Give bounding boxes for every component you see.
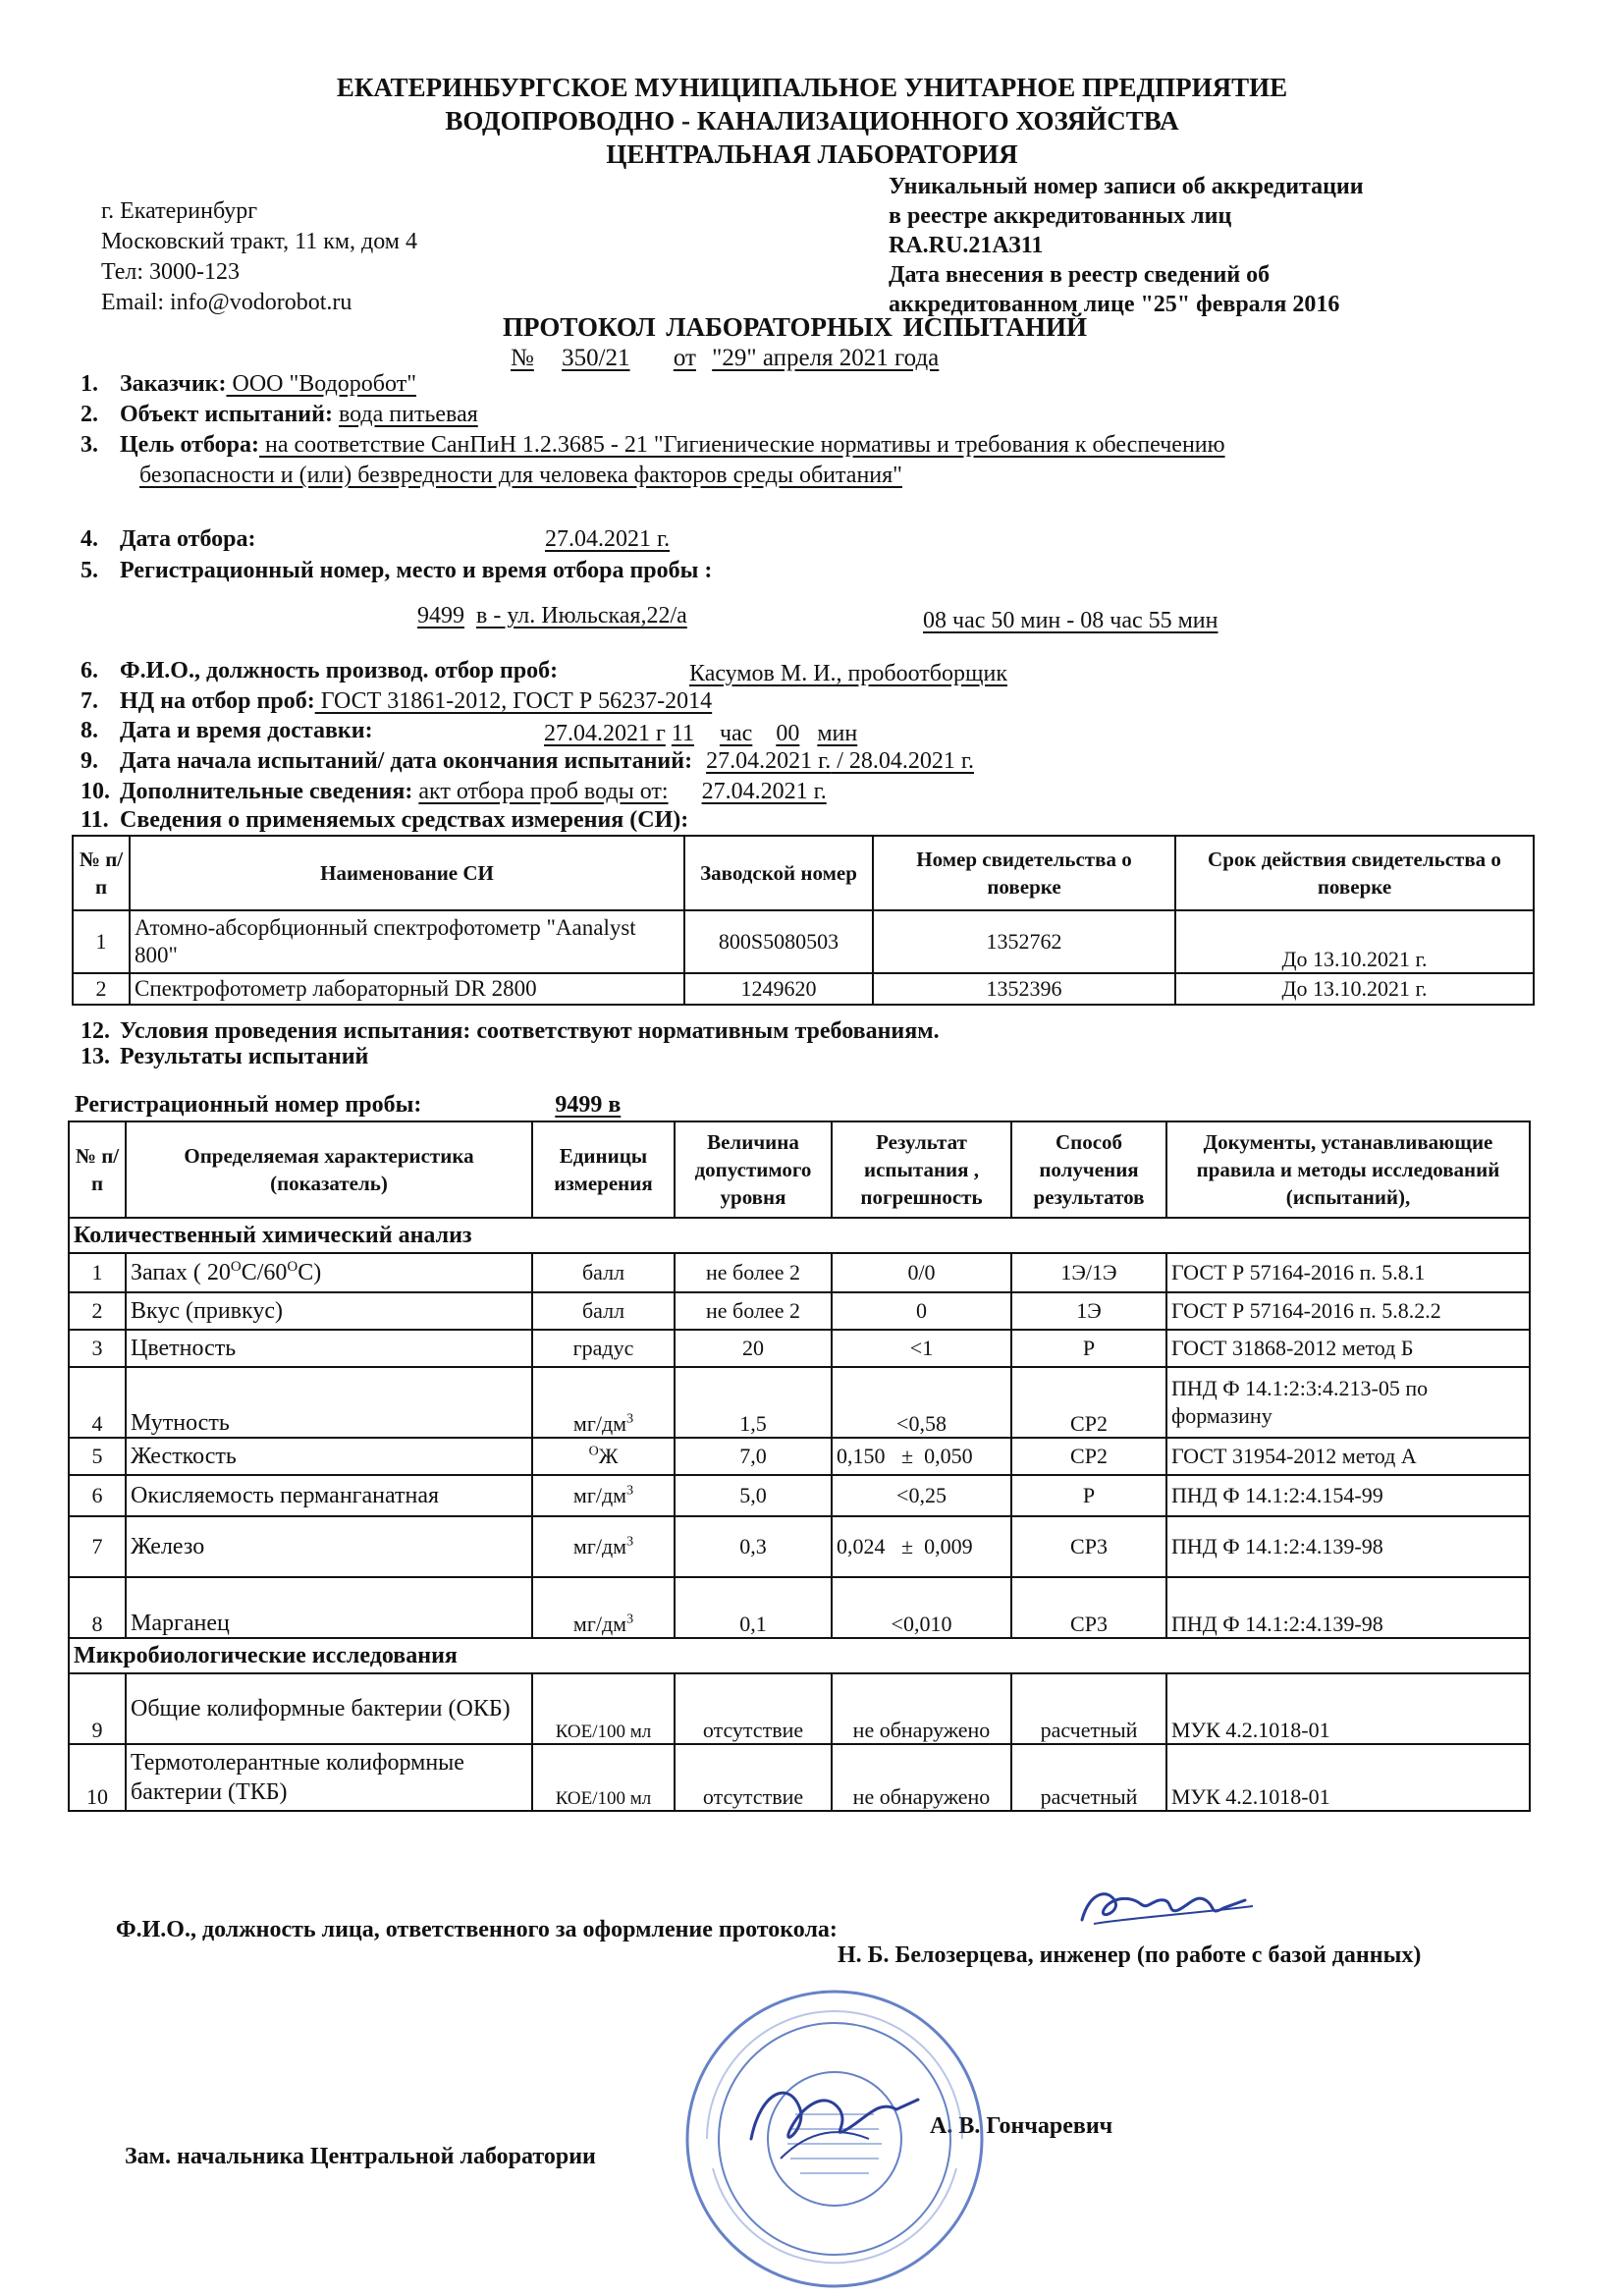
col-header: Заводской номер (684, 836, 873, 910)
cell-name-part: С/60 (241, 1260, 288, 1285)
deputy-name: А. В. Гончаревич (930, 2113, 1113, 2139)
accreditation-line4: Дата внесения в реестр сведений об (889, 262, 1271, 288)
item-reg-number (81, 556, 712, 585)
sample-place: в - ул. Июльская,22/а (476, 603, 687, 629)
item-value: на соответствие СанПиН 1.2.3685 - 21 "Гигиенические нормативы и требования к обеспечению (258, 432, 1225, 458)
table-row (69, 1516, 1530, 1577)
col-header: Документы, устанавливающие правила и методы исследований (испытаний), (1166, 1121, 1530, 1218)
col-header: № п/п (73, 836, 130, 910)
protocol-date: "29" апреля 2021 года (712, 345, 940, 371)
results-table (68, 1121, 1531, 1812)
delivery-details (544, 719, 857, 748)
cell-name (126, 1253, 532, 1292)
item-number: 9. (81, 748, 98, 774)
item-value: ГОСТ 31861-2012, ГОСТ Р 56237-2014 (314, 688, 713, 714)
table-row (69, 1253, 1530, 1292)
item-number: 1. (81, 371, 98, 397)
table-row (73, 910, 1534, 973)
cell-limit: отсутствие (675, 1673, 832, 1744)
address-block (101, 196, 417, 318)
sample-reg-line (75, 1090, 621, 1120)
cell-valid: До 13.10.2021 г. (1175, 973, 1534, 1005)
cell-limit: 20 (675, 1330, 832, 1367)
unit-text: мг/дм (572, 1483, 627, 1507)
unit-text: мг/дм (572, 1411, 627, 1436)
org-name-line2: ВОДОПРОВОДНО - КАНАЛИЗАЦИОННОГО ХОЗЯЙСТВА (445, 106, 1179, 136)
si-table (72, 835, 1535, 1006)
cell-unit (532, 1577, 675, 1638)
cell-name: Спектрофотометр лабораторный DR 2800 (130, 973, 684, 1005)
sample-reg-value: 9499 в (555, 1092, 622, 1118)
cell-doc: ПНД Ф 14.1:2:3:4.213-05 по формазину (1166, 1367, 1530, 1438)
cell-number: 9 (69, 1673, 126, 1744)
cell-number: 2 (69, 1292, 126, 1330)
cell-doc: ПНД Ф 14.1:2:4.154-99 (1166, 1475, 1530, 1516)
cell-name-part: С) (298, 1260, 322, 1285)
cell-name: Атомно-абсорбционный спектрофотометр "Aanalyst 800" (130, 910, 684, 973)
si-table-header (73, 836, 1534, 910)
col-header: Результат испытания , погрешность (832, 1121, 1011, 1218)
cell-name: Марганец (126, 1577, 532, 1638)
item-number: 3. (81, 432, 98, 458)
reg-number: 9499 (417, 603, 464, 629)
item-label: Заказчик: (120, 371, 227, 397)
item-value: 27.04.2021 г. (545, 526, 671, 552)
cell-unit (532, 1475, 675, 1516)
item-delivery (81, 716, 858, 746)
accreditation-number: RA.RU.21АЗ11 (889, 233, 1044, 258)
unit-sup: О (588, 1444, 599, 1459)
cell-name: Общие колиформные бактерии (ОКБ) (126, 1673, 532, 1744)
cell-limit: 7,0 (675, 1438, 832, 1475)
item-number: 6. (81, 658, 98, 683)
degree-sup: О (287, 1259, 298, 1275)
item-si-heading (81, 805, 688, 835)
col-header: Способ получения результатов (1011, 1121, 1166, 1218)
item-number: 10. (81, 779, 110, 804)
signature-beloz (1070, 1881, 1257, 1940)
item-object (81, 400, 478, 429)
table-row (69, 1330, 1530, 1367)
item-purpose-cont (108, 461, 902, 490)
cell-method: Р (1011, 1475, 1166, 1516)
cell-result: 0 (832, 1292, 1011, 1330)
delivery-min-unit: мин (817, 721, 858, 746)
cell-valid: До 13.10.2021 г. (1175, 910, 1534, 973)
unit-sup: 3 (626, 1612, 634, 1627)
col-header: Номер свидетельства о поверке (873, 836, 1175, 910)
section-title: Микробиологические исследования (69, 1638, 1530, 1673)
cell-result: не обнаружено (832, 1673, 1011, 1744)
unit-text: мг/дм (572, 1612, 627, 1636)
table-row (69, 1438, 1530, 1475)
cell-cert: 1352396 (873, 973, 1175, 1005)
item-label: Условия проведения испытания: соответствуют нормативным требованиям. (120, 1018, 940, 1044)
item-number: 5. (81, 558, 98, 583)
cell-result: 0,150 ± 0,050 (832, 1438, 1011, 1475)
cell-name: Жесткость (126, 1438, 532, 1475)
item-label: Результаты испытаний (120, 1044, 369, 1069)
item-label: Дата и время доставки: (120, 718, 373, 743)
org-name-line1: ЕКАТЕРИНБУРГСКОЕ МУНИЦИПАЛЬНОЕ УНИТАРНОЕ ПРЕДПРИЯТИЕ (336, 73, 1288, 102)
protocol-title: ПРОТОКОЛ ЛАБОРАТОРНЫХ ИСПЫТАНИЙ (503, 312, 1087, 342)
address-city: г. Екатеринбург (101, 198, 258, 224)
unit-text: мг/дм (572, 1534, 627, 1558)
accreditation-line2: в реестре аккредитованных лиц (889, 203, 1232, 229)
cell-limit: 1,5 (675, 1367, 832, 1438)
deputy-label: Зам. начальника Центральной лаборатории (125, 2144, 596, 2169)
table-row (69, 1744, 1530, 1811)
item-number: 4. (81, 526, 98, 552)
cell-name: Мутность (126, 1367, 532, 1438)
cell-unit (532, 1438, 675, 1475)
item-label: Дополнительные сведения: (120, 779, 413, 804)
protocol-from-label: от (673, 345, 696, 371)
signature-goncharevich (731, 2070, 928, 2178)
cell-method: расчетный (1011, 1673, 1166, 1744)
cell-serial: 800S5080503 (684, 910, 873, 973)
table-row (69, 1292, 1530, 1330)
cell-limit: 0,1 (675, 1577, 832, 1638)
cell-method: СР3 (1011, 1577, 1166, 1638)
col-header: Величина допустимого уровня (675, 1121, 832, 1218)
cell-name: Вкус (привкус) (126, 1292, 532, 1330)
cell-method: СР2 (1011, 1367, 1166, 1438)
item-number: 2. (81, 402, 98, 427)
item-label: Дата начала испытаний/ дата окончания испытаний: (120, 748, 693, 774)
address-email: Email: info@vodorobot.ru (101, 290, 352, 315)
col-header: Единицы измерения (532, 1121, 675, 1218)
item-number: 12. (81, 1018, 110, 1044)
delivery-date: 27.04.2021 г (544, 721, 666, 746)
item-label: Регистрационный номер, место и время отбора пробы : (120, 558, 713, 583)
cell-method: СР3 (1011, 1516, 1166, 1577)
cell-doc: ГОСТ Р 57164-2016 п. 5.8.1 (1166, 1253, 1530, 1292)
cell-doc: ПНД Ф 14.1:2:4.139-98 (1166, 1577, 1530, 1638)
cell-cert: 1352762 (873, 910, 1175, 973)
cell-unit: балл (532, 1253, 675, 1292)
item-customer (81, 369, 416, 399)
table-row (69, 1475, 1530, 1516)
cell-number: 5 (69, 1438, 126, 1475)
cell-unit (532, 1516, 675, 1577)
table-row (69, 1577, 1530, 1638)
cell-doc: ПНД Ф 14.1:2:4.139-98 (1166, 1516, 1530, 1577)
cell-method: 1Э (1011, 1292, 1166, 1330)
col-header: № п/п (69, 1121, 126, 1218)
address-street: Московский тракт, 11 км, дом 4 (101, 229, 417, 254)
item-label: Дата отбора: (120, 526, 256, 552)
cell-limit: не более 2 (675, 1292, 832, 1330)
delivery-hour-unit: час (719, 721, 753, 746)
cell-result: <1 (832, 1330, 1011, 1367)
protocol-no-label: № (511, 345, 534, 371)
item-label: Сведения о применяемых средствах измерения (СИ): (120, 807, 689, 833)
item-results-heading (81, 1042, 368, 1071)
cell-method: Р (1011, 1330, 1166, 1367)
cell-doc: ГОСТ Р 57164-2016 п. 5.8.2.2 (1166, 1292, 1530, 1330)
item-additional (81, 777, 827, 806)
item-reg-details (417, 601, 687, 630)
item-label: НД на отбор проб: (120, 688, 315, 714)
cell-doc: ГОСТ 31954-2012 метод А (1166, 1438, 1530, 1475)
cell-serial: 1249620 (684, 973, 873, 1005)
cell-number: 6 (69, 1475, 126, 1516)
item-nd (81, 686, 712, 716)
cell-name: Окисляемость перманганатная (126, 1475, 532, 1516)
col-header: Определяемая характеристика (показатель) (126, 1121, 532, 1218)
cell-number: 2 (73, 973, 130, 1005)
cell-method: расчетный (1011, 1744, 1166, 1811)
cell-limit: 5,0 (675, 1475, 832, 1516)
cell-result: <0,58 (832, 1367, 1011, 1438)
unit-text: Ж (598, 1444, 619, 1468)
responsible-name: Н. Б. Белозерцева, инженер (по работе с базой данных) (838, 1942, 1422, 1968)
cell-unit: КОЕ/100 мл (532, 1673, 675, 1744)
section-row (69, 1638, 1530, 1673)
act-date: 27.04.2021 г. (701, 779, 827, 804)
cell-unit (532, 1367, 675, 1438)
cell-name: Цветность (126, 1330, 532, 1367)
sample-reg-label: Регистрационный номер пробы: (75, 1092, 422, 1118)
protocol-number-line (511, 344, 939, 373)
responsible-label: Ф.И.О., должность лица, ответственного за оформление протокола: (116, 1917, 838, 1942)
item-purpose (81, 430, 1225, 460)
cell-number: 1 (73, 910, 130, 973)
accreditation-line5: аккредитованном лице "25" февраля 2016 (889, 292, 1340, 317)
table-row (69, 1673, 1530, 1744)
table-row (73, 973, 1534, 1005)
item-label: Цель отбора: (120, 432, 259, 458)
accreditation-block (889, 172, 1364, 319)
cell-doc: МУК 4.2.1018-01 (1166, 1744, 1530, 1811)
cell-result: 0/0 (832, 1253, 1011, 1292)
table-row (69, 1367, 1530, 1438)
degree-sup: О (230, 1259, 242, 1275)
section-row (69, 1218, 1530, 1253)
cell-result: 0,024 ± 0,009 (832, 1516, 1011, 1577)
cell-number: 8 (69, 1577, 126, 1638)
cell-number: 1 (69, 1253, 126, 1292)
col-header: Наименование СИ (130, 836, 684, 910)
results-table-header (69, 1121, 1530, 1218)
item-test-dates (81, 746, 974, 776)
cell-name-part: Запах ( 20 (131, 1260, 231, 1285)
cell-doc: ГОСТ 31868-2012 метод Б (1166, 1330, 1530, 1367)
cell-number: 10 (69, 1744, 126, 1811)
cell-method: 1Э/1Э (1011, 1253, 1166, 1292)
unit-sup: 3 (626, 1411, 634, 1427)
delivery-min: 00 (776, 721, 800, 746)
item-number: 7. (81, 688, 98, 714)
item-value: вода питьевая (338, 402, 478, 427)
item-label: Ф.И.О., должность производ. отбор проб: (120, 658, 559, 683)
cell-unit: градус (532, 1330, 675, 1367)
item-value: акт отбора проб воды от: (418, 779, 669, 804)
item-value: ООО "Водоробот" (226, 371, 416, 397)
col-header: Срок действия свидетельства о поверке (1175, 836, 1534, 910)
item-sampler (81, 656, 1007, 686)
test-end-date: / 28.04.2021 г. (831, 748, 975, 774)
cell-result: <0,25 (832, 1475, 1011, 1516)
delivery-hour: 11 (671, 721, 694, 746)
sample-time: 08 час 50 мин - 08 час 55 мин (923, 608, 1218, 633)
item-label: Объект испытаний: (120, 402, 333, 427)
item-value: Касумов М. И., пробоотборщик (689, 661, 1007, 686)
item-sample-date (81, 524, 671, 554)
accreditation-line1: Уникальный номер записи об аккредитации (889, 174, 1364, 199)
cell-limit: не более 2 (675, 1253, 832, 1292)
cell-unit: балл (532, 1292, 675, 1330)
address-phone: Тел: 3000-123 (101, 259, 241, 285)
cell-limit: 0,3 (675, 1516, 832, 1577)
item-value: безопасности и (или) безвредности для человека факторов среды обитания" (139, 463, 902, 488)
cell-result: <0,010 (832, 1577, 1011, 1638)
test-start-date: 27.04.2021 г. (706, 748, 832, 774)
cell-method: СР2 (1011, 1438, 1166, 1475)
item-number: 8. (81, 718, 98, 743)
item-number: 13. (81, 1044, 110, 1069)
unit-sup: 3 (626, 1534, 634, 1550)
cell-number: 3 (69, 1330, 126, 1367)
cell-name: Термотолерантные колиформные бактерии (ТКБ) (126, 1744, 532, 1811)
org-name-line3: ЦЕНТРАЛЬНАЯ ЛАБОРАТОРИЯ (606, 139, 1018, 169)
protocol-no: 350/21 (562, 345, 630, 371)
cell-result: не обнаружено (832, 1744, 1011, 1811)
cell-doc: МУК 4.2.1018-01 (1166, 1673, 1530, 1744)
cell-limit: отсутствие (675, 1744, 832, 1811)
cell-unit: КОЕ/100 мл (532, 1744, 675, 1811)
cell-number: 7 (69, 1516, 126, 1577)
cell-number: 4 (69, 1367, 126, 1438)
unit-sup: 3 (626, 1483, 634, 1499)
section-title: Количественный химический анализ (69, 1218, 1530, 1253)
item-number: 11. (81, 807, 109, 833)
cell-name: Железо (126, 1516, 532, 1577)
